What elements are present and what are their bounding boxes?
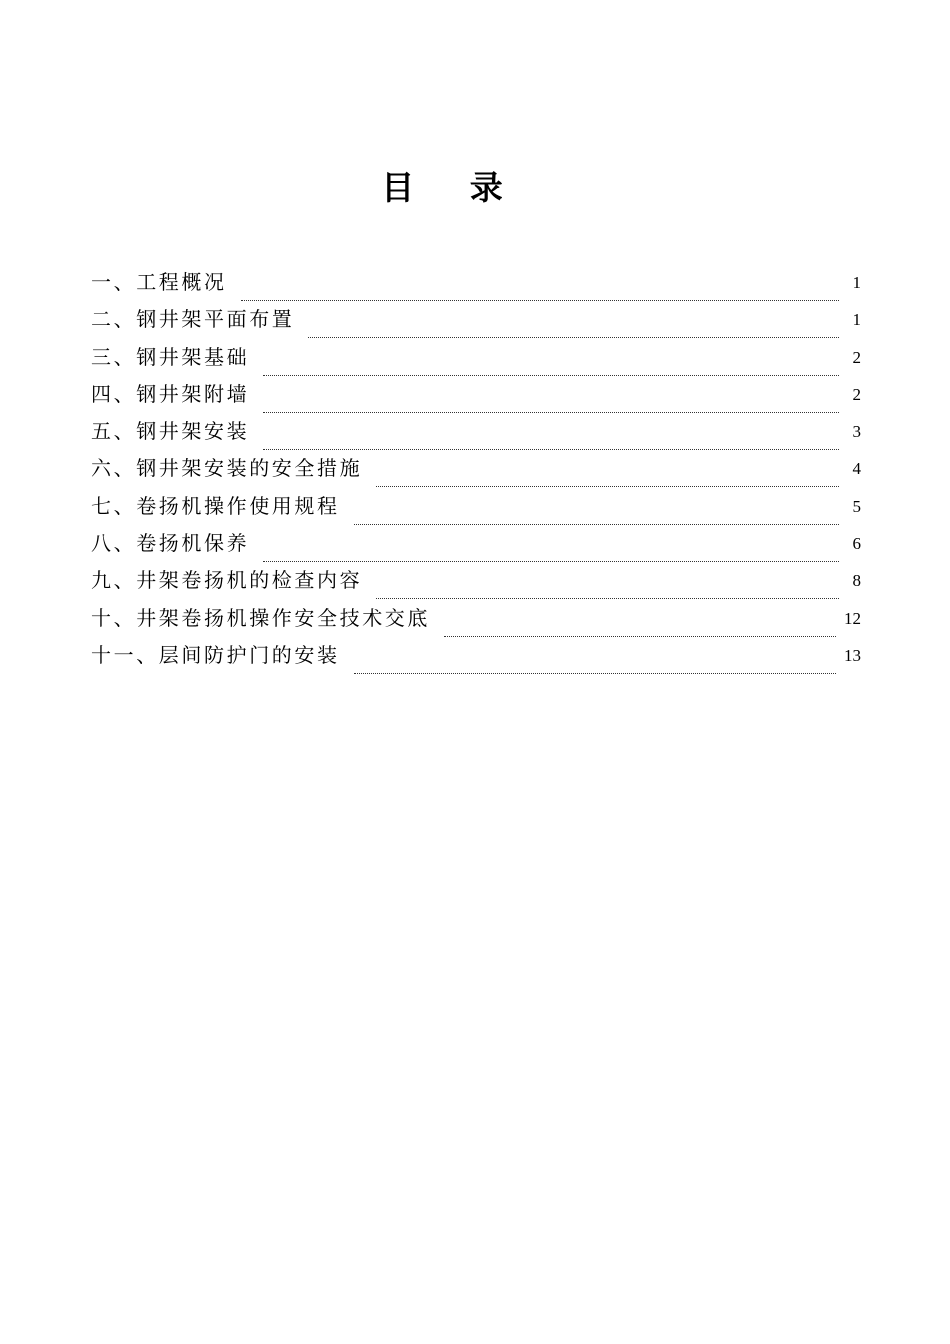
page-title: 目 录 — [381, 168, 525, 207]
toc-dot-leader — [354, 673, 836, 674]
toc-entry[interactable] — [91, 301, 861, 338]
toc-entry-page-number: 13 — [844, 645, 861, 665]
toc-entry-page-number: 1 — [852, 273, 861, 292]
toc-entry[interactable] — [91, 450, 861, 487]
toc-entry[interactable] — [91, 525, 861, 562]
toc-entry-label: 九、井架卷扬机的检查内容 — [91, 568, 363, 593]
toc-entry-page-number: 5 — [852, 496, 861, 516]
table-of-contents — [91, 264, 861, 674]
toc-entry-page-number: 8 — [852, 571, 861, 591]
toc-entry-page-number: 1 — [852, 310, 861, 330]
toc-entry[interactable] — [91, 376, 861, 413]
toc-entry-label: 六、钢井架安装的安全措施 — [91, 456, 363, 481]
toc-entry[interactable] — [91, 637, 861, 674]
toc-entry-label: 一、工程概况 — [91, 270, 227, 294]
toc-entry-page-number: 6 — [852, 534, 861, 554]
toc-entry[interactable] — [91, 264, 861, 301]
toc-entry-label: 四、钢井架附墙 — [91, 381, 250, 406]
toc-entry[interactable] — [91, 488, 861, 525]
toc-entry-page-number: 4 — [852, 459, 861, 479]
toc-entry[interactable] — [91, 413, 861, 450]
toc-entry-label: 二、钢井架平面布置 — [91, 307, 295, 332]
toc-entry-label: 五、钢井架安装 — [91, 419, 250, 444]
toc-entry-page-number: 12 — [844, 608, 861, 628]
toc-entry-label: 八、卷扬机保养 — [91, 531, 250, 556]
toc-entry-page-number: 2 — [852, 347, 861, 367]
toc-entry-page-number: 3 — [852, 422, 861, 442]
toc-entry-label: 十、井架卷扬机操作安全技术交底 — [91, 605, 430, 630]
toc-entry-label: 十一、层间防护门的安装 — [91, 642, 340, 667]
toc-entry[interactable] — [91, 339, 861, 376]
toc-entry-label: 七、卷扬机操作使用规程 — [91, 493, 340, 518]
toc-entry-label: 三、钢井架基础 — [91, 344, 250, 369]
toc-entry[interactable] — [91, 562, 861, 599]
toc-entry-page-number: 2 — [852, 384, 861, 404]
toc-entry[interactable] — [91, 600, 861, 637]
